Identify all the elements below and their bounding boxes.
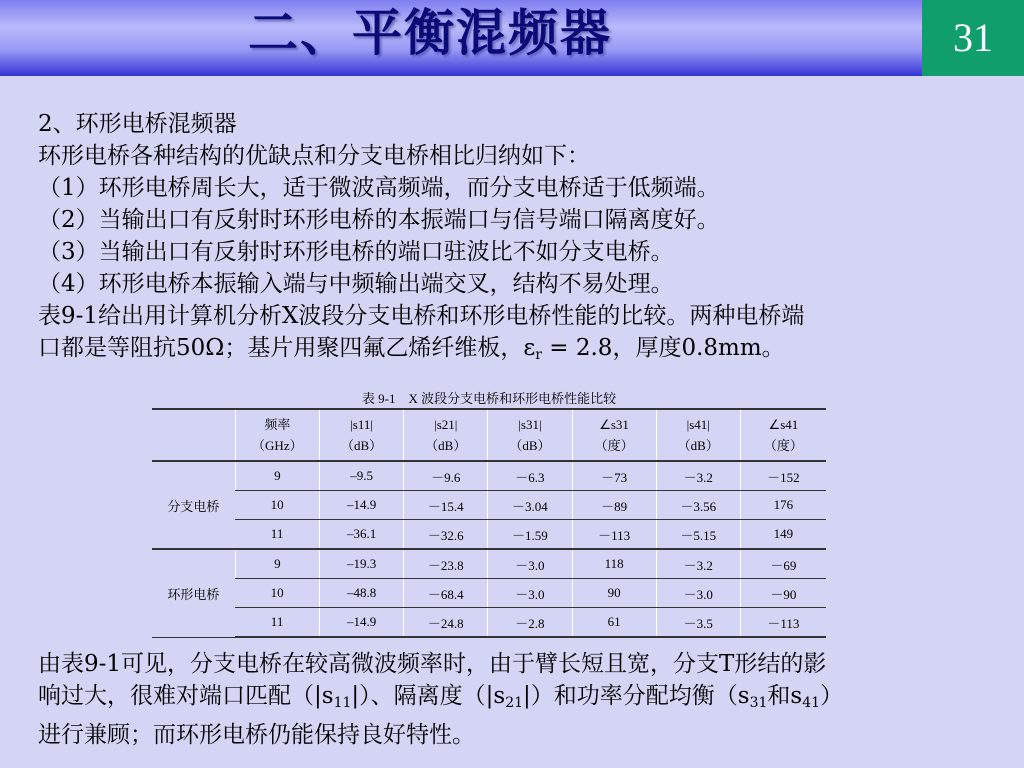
table-cell: －3.56 <box>656 491 740 520</box>
header-label: |s41| <box>686 417 710 432</box>
page-number-box <box>922 0 1024 76</box>
table-cell: －3.0 <box>488 579 572 608</box>
table-cell: 61 <box>572 608 656 638</box>
body-line: （3）当输出口有反射时环形电桥的端口驻波比不如分支电桥。 <box>38 239 674 265</box>
table-cell: 11 <box>235 608 319 638</box>
header-cell <box>740 409 826 461</box>
table-cell: 11 <box>235 520 319 550</box>
header-unit: （度） <box>594 438 634 453</box>
page-number: 31 <box>953 15 993 60</box>
table-row <box>152 579 826 608</box>
table-cell: －23.8 <box>404 549 488 579</box>
table-cell: －3.04 <box>488 491 572 520</box>
header-unit: （GHz） <box>252 438 303 453</box>
table-cell: －3.0 <box>656 579 740 608</box>
header-cell <box>235 409 319 461</box>
subscript: 31 <box>749 695 768 711</box>
table-header-row <box>152 409 826 461</box>
table-cell: –36.1 <box>320 520 404 550</box>
table-cell: －69 <box>740 549 826 579</box>
conclusion-text <box>38 648 1008 751</box>
header-unit: （dB） <box>509 438 551 453</box>
conclusion-line <box>38 680 1008 719</box>
body-line: （1）环形电桥周长大，适于微波高频端，而分支电桥适于低频端。 <box>38 175 720 201</box>
conclusion-line: 由表9-1可见，分支电桥在较高微波频率时，由于臂长短且宽，分支T形结的影 <box>38 651 827 677</box>
body-line: （2）当输出口有反射时环形电桥的本振端口与信号端口隔离度好。 <box>38 207 720 233</box>
table-cell: －90 <box>740 579 826 608</box>
body-line: 表9-1给出用计算机分析X波段分支电桥和环形电桥性能的比较。两种电桥端 <box>38 303 805 329</box>
epsilon-value: = 2.8，厚度0.8mm。 <box>541 335 785 361</box>
table-cell: －113 <box>572 520 656 550</box>
table-cell: －1.59 <box>488 520 572 550</box>
table-cell: 9 <box>235 549 319 579</box>
table-cell: －113 <box>740 608 826 638</box>
conclusion-fragment: |）、隔离度（|s <box>351 683 506 709</box>
header-cell <box>488 409 572 461</box>
table-row <box>152 491 826 520</box>
table-cell: –19.3 <box>320 549 404 579</box>
header-label: ∠s41 <box>768 417 799 432</box>
table-cell: －3.2 <box>656 549 740 579</box>
slide-title: 二、平衡混频器 <box>248 3 612 62</box>
group-label: 分支电桥 <box>152 461 235 549</box>
table-cell: 176 <box>740 491 826 520</box>
table-row <box>152 549 826 579</box>
epsilon-symbol: ε <box>523 335 536 361</box>
body-line-text: 口都是等阻抗50Ω；基片用聚四氟乙烯纤维板， <box>38 335 524 361</box>
header-unit: （dB） <box>677 438 719 453</box>
table-cell: －68.4 <box>404 579 488 608</box>
table-cell: －5.15 <box>656 520 740 550</box>
header-unit: （dB） <box>425 438 467 453</box>
body-text <box>38 108 1008 371</box>
table-caption: 表 9-1 X 波段分支电桥和环形电桥性能比较 <box>361 391 617 406</box>
section-heading: 2、环形电桥混频器 <box>38 111 237 137</box>
header-unit: （度） <box>763 438 803 453</box>
table-cell: 90 <box>572 579 656 608</box>
table-cell: –14.9 <box>320 608 404 638</box>
header-label: 频率 <box>264 417 291 432</box>
table-cell: –48.8 <box>320 579 404 608</box>
comparison-table <box>152 408 826 638</box>
table-cell: －2.8 <box>488 608 572 638</box>
subscript: 21 <box>505 695 524 711</box>
table-row <box>152 608 826 638</box>
header-label: ∠s31 <box>599 417 629 432</box>
table-cell: 10 <box>235 579 319 608</box>
subscript: 11 <box>333 695 352 711</box>
header-blank <box>152 409 235 461</box>
table-cell: －73 <box>572 461 656 491</box>
conclusion-line: 进行兼顾；而环形电桥仍能保持良好特性。 <box>38 722 475 748</box>
table-cell: －32.6 <box>404 520 488 550</box>
table-cell: –9.5 <box>320 461 404 491</box>
conclusion-fragment: |）和功率分配均衡（s <box>523 683 750 709</box>
table-cell: 10 <box>235 491 319 520</box>
table-cell: －9.6 <box>404 461 488 491</box>
body-line: （4）环形电桥本振输入端与中频输出端交叉，结构不易处理。 <box>38 271 674 297</box>
table-cell: －152 <box>740 461 826 491</box>
body-line: 环形电桥各种结构的优缺点和分支电桥相比归纳如下： <box>38 143 590 169</box>
table-cell: －89 <box>572 491 656 520</box>
epsilon-subscript: r <box>535 347 542 363</box>
conclusion-fragment: ） <box>820 683 844 709</box>
table-row <box>152 520 826 550</box>
body-line <box>38 332 1008 371</box>
subscript: 41 <box>802 695 821 711</box>
header-label: |s11| <box>350 417 373 432</box>
conclusion-fragment: 和s <box>767 683 803 709</box>
table-cell: 118 <box>572 549 656 579</box>
table-cell: 9 <box>235 461 319 491</box>
table-row <box>152 461 826 491</box>
table-cell: －3.0 <box>488 549 572 579</box>
header-cell <box>656 409 740 461</box>
conclusion-fragment: 响过大，很难对端口匹配（|s <box>38 683 334 709</box>
header-cell <box>572 409 656 461</box>
header-label: |s21| <box>434 417 458 432</box>
table-cell: －15.4 <box>404 491 488 520</box>
table-cell: 149 <box>740 520 826 550</box>
header-unit: （dB） <box>341 438 383 453</box>
group-label: 环形电桥 <box>152 549 235 637</box>
header-label: |s31| <box>518 417 542 432</box>
header-cell <box>320 409 404 461</box>
table-cell: －6.3 <box>488 461 572 491</box>
header-cell <box>404 409 488 461</box>
table-cell: –14.9 <box>320 491 404 520</box>
table-cell: －3.2 <box>656 461 740 491</box>
table-cell: －3.5 <box>656 608 740 638</box>
table-cell: －24.8 <box>404 608 488 638</box>
